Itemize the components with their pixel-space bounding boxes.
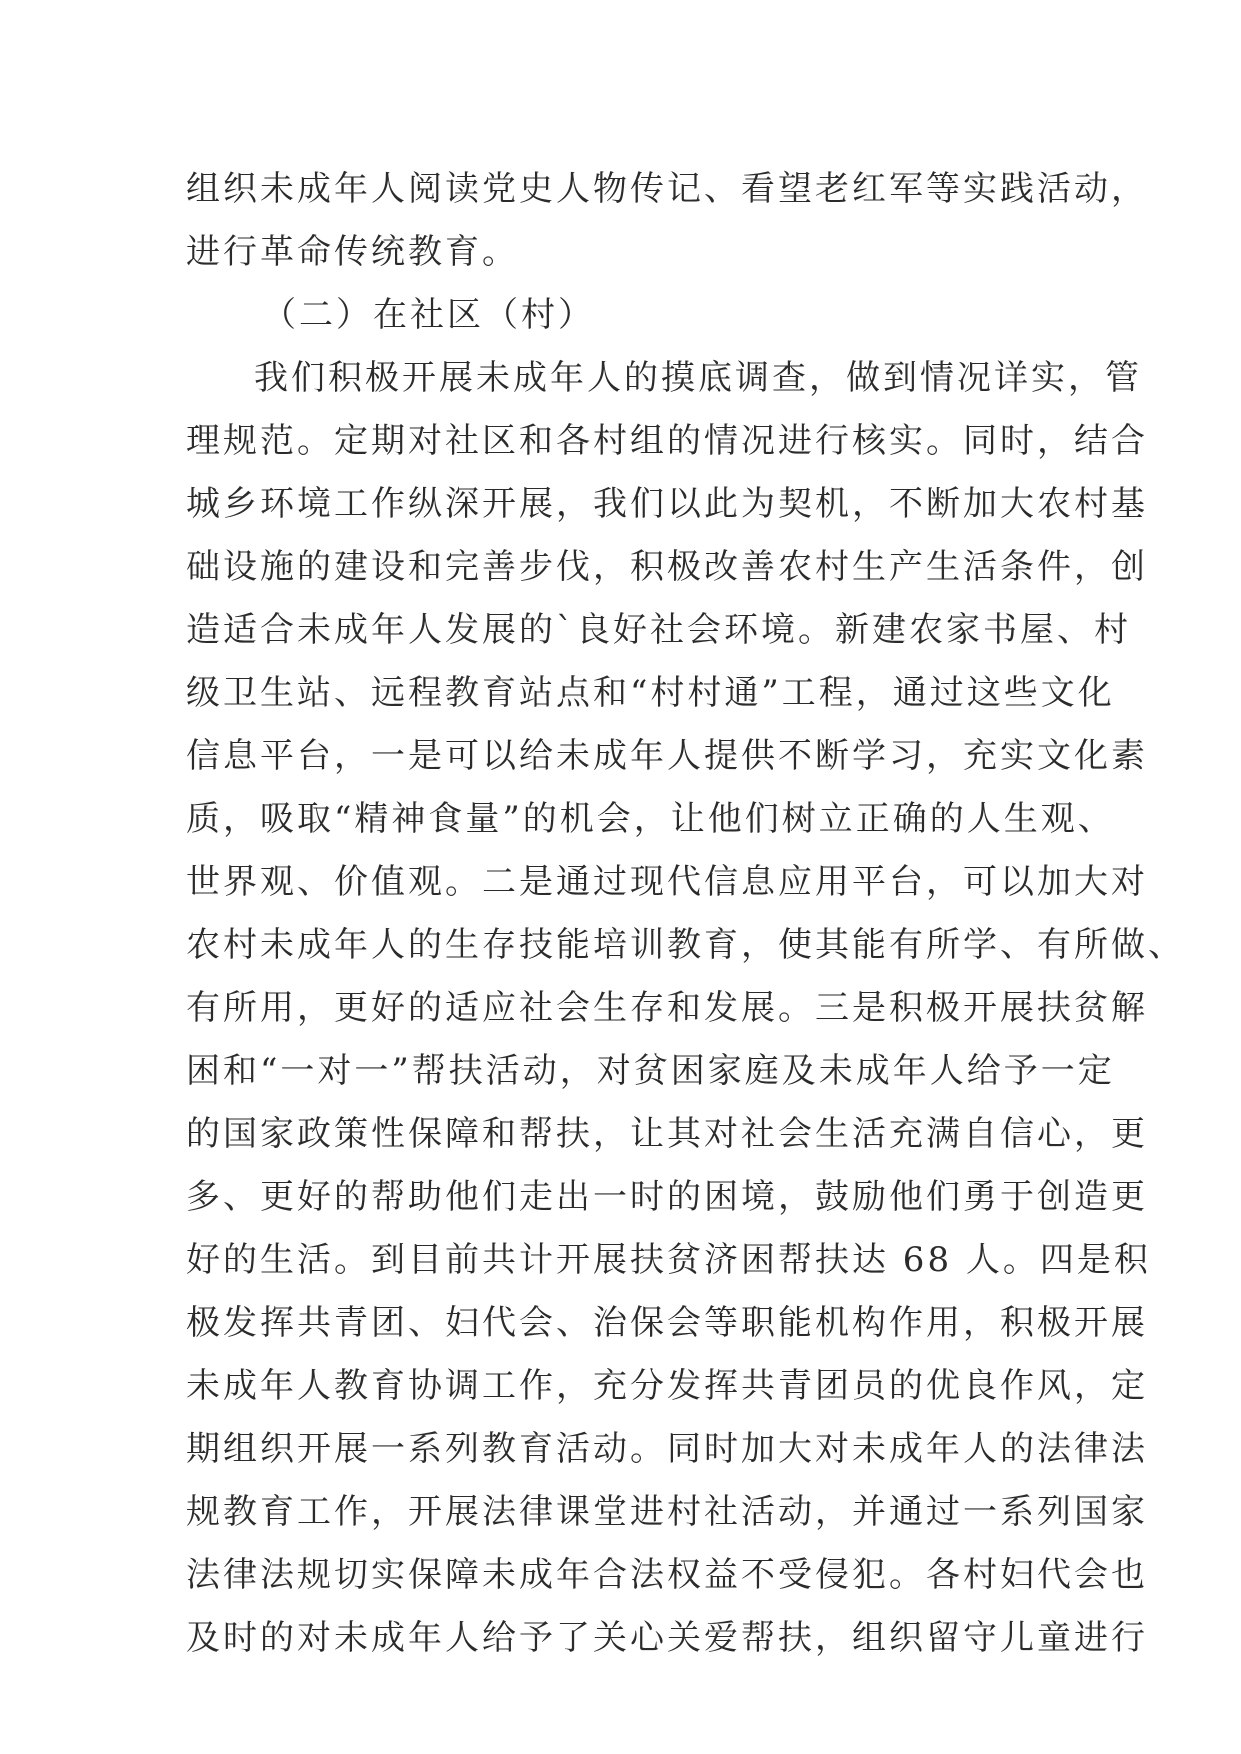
text-line: 级卫生站、远程教育站点和“村村通”工程，通过这些文化 [186, 673, 1115, 713]
text-line: 我们积极开展未成年人的摸底调查，做到情况详实，管 [254, 358, 1142, 398]
text-line: 进行革命传统教育。 [186, 232, 519, 272]
document-body [186, 158, 1185, 1670]
text-line: 规教育工作，开展法律课堂进村社活动，并通过一系列国家 [186, 1492, 1148, 1532]
text-line: 理规范。定期对社区和各村组的情况进行核实。同时，结合 [186, 421, 1148, 461]
text-line: 组织未成年人阅读党史人物传记、看望老红军等实践活动， [186, 169, 1148, 209]
text-line: 困和“一对一”帮扶活动，对贫困家庭及未成年人给予一定 [186, 1051, 1115, 1091]
text-line: 础设施的建设和完善步伐，积极改善农村生产生活条件，创 [186, 547, 1148, 587]
text-line: 有所用，更好的适应社会生存和发展。三是积极开展扶贫解 [186, 988, 1148, 1028]
text-line: 的国家政策性保障和帮扶，让其对社会生活充满自信心，更 [186, 1114, 1148, 1154]
text-line: 农村未成年人的生存技能培训教育，使其能有所学、有所做、 [186, 925, 1185, 965]
text-line: 城乡环境工作纵深开展，我们以此为契机，不断加大农村基 [186, 484, 1148, 524]
text-line: 好的生活。到目前共计开展扶贫济困帮扶达 68 人。四是积 [186, 1240, 1151, 1280]
text-line: 法律法规切实保障未成年合法权益不受侵犯。各村妇代会也 [186, 1555, 1148, 1595]
text-line: 及时的对未成年人给予了关心关爱帮扶，组织留守儿童进行 [186, 1618, 1148, 1658]
text-line: 多、更好的帮助他们走出一时的困境，鼓励他们勇于创造更 [186, 1177, 1148, 1217]
text-line: 信息平台，一是可以给未成年人提供不断学习，充实文化素 [186, 736, 1148, 776]
text-line: 期组织开展一系列教育活动。同时加大对未成年人的法律法 [186, 1429, 1148, 1469]
section-heading: （二）在社区（村） [262, 295, 595, 335]
text-line: 极发挥共青团、妇代会、治保会等职能机构作用，积极开展 [186, 1303, 1148, 1343]
text-line: 质，吸取“精神食量”的机会，让他们树立正确的人生观、 [186, 799, 1115, 839]
text-line: 未成年人教育协调工作，充分发挥共青团员的优良作风，定 [186, 1366, 1148, 1406]
text-line: 造适合未成年人发展的`良好社会环境。新建农家书屋、村 [186, 610, 1131, 650]
text-line: 世界观、价值观。二是通过现代信息应用平台，可以加大对 [186, 862, 1148, 902]
